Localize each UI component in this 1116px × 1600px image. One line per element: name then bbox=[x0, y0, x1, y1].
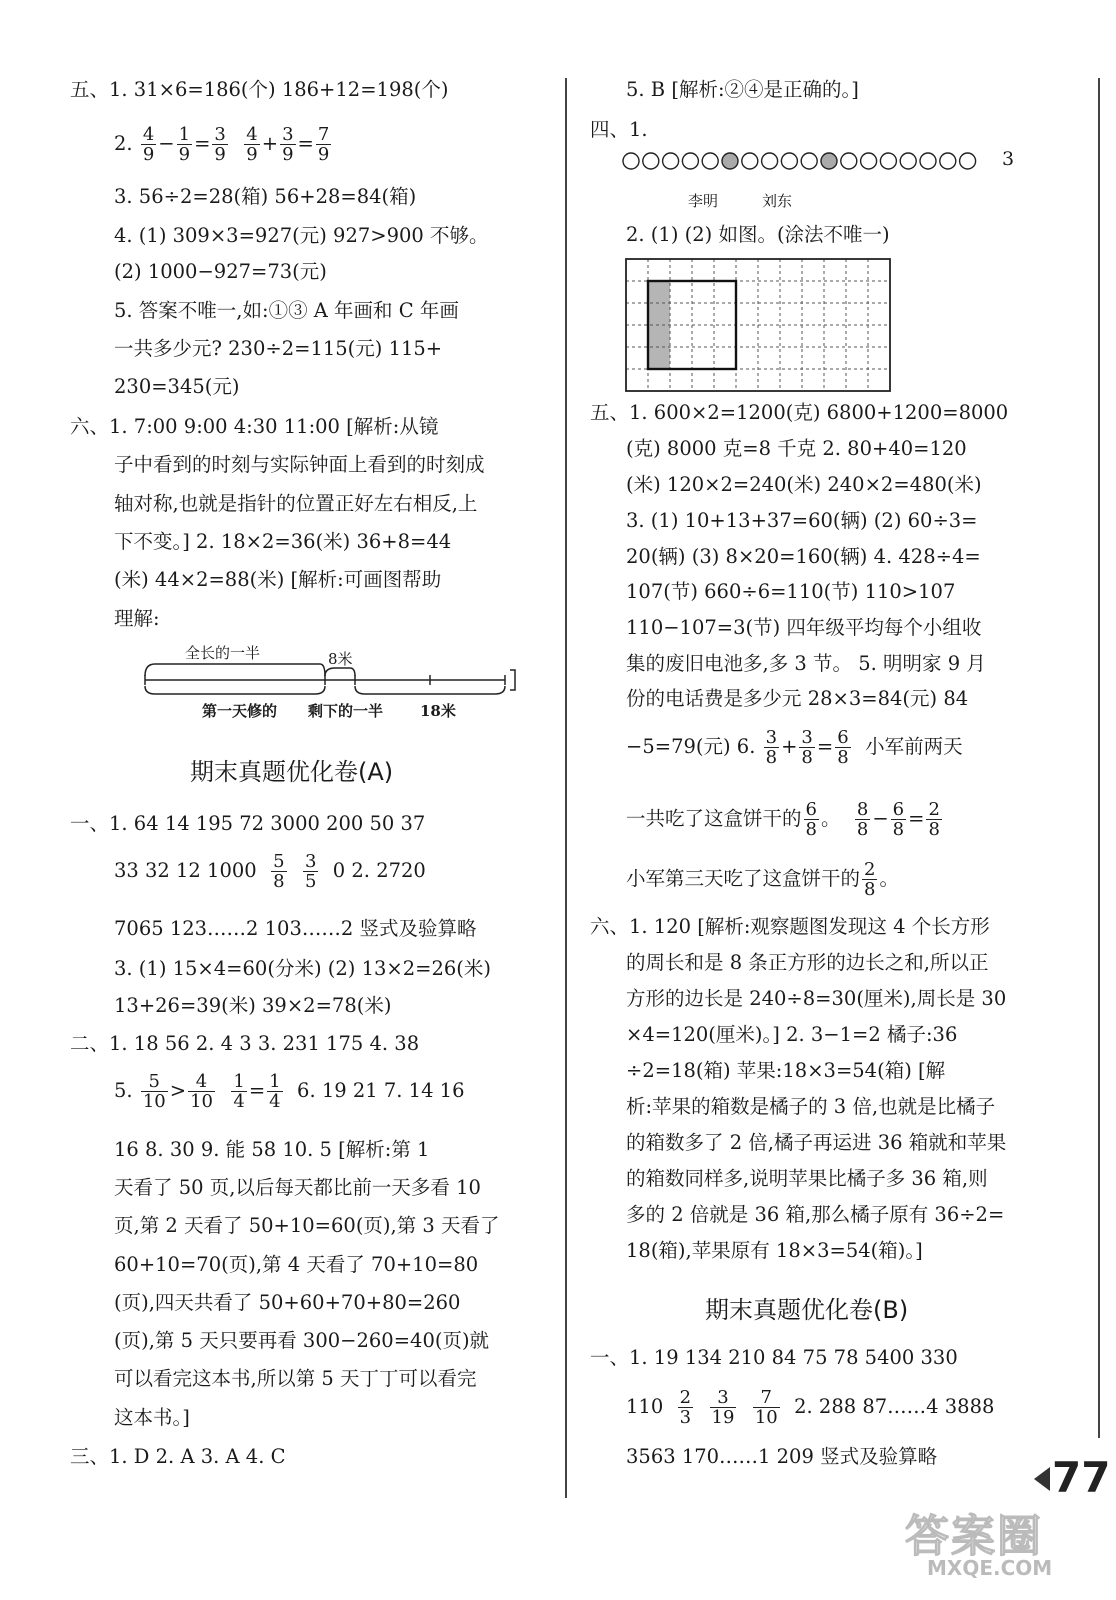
a2-line-10: 这本书。] bbox=[114, 1406, 190, 1429]
bead bbox=[861, 153, 877, 169]
diagram-first-day-label: 第一天修的 bbox=[202, 702, 278, 720]
right-border-line bbox=[1098, 78, 1100, 1438]
bead bbox=[643, 153, 659, 169]
bead bbox=[781, 153, 797, 169]
a1-line-3: 7065 123……2 103……2 竖式及验算略 bbox=[114, 917, 477, 940]
bead-count: 3 bbox=[1002, 148, 1015, 170]
bead bbox=[623, 153, 639, 169]
a3-line-1: 三、1. D 2. A 3. A 4. C bbox=[70, 1445, 286, 1468]
r6-line-9: 多的 2 倍就是 36 箱,那么橘子原有 36÷2= bbox=[626, 1203, 1005, 1226]
s6-line-4: 下不变。] 2. 18×2=36(米) 36+8=44 bbox=[114, 530, 452, 553]
a2-line-3: 16 8. 30 9. 能 58 10. 5 [解析:第 1 bbox=[114, 1138, 430, 1161]
r5-line-4: 3. (1) 10+13+37=60(辆) (2) 60÷3= bbox=[626, 509, 978, 532]
r6-line-6: 析:苹果的箱数是橘子的 3 倍,也就是比橘子 bbox=[626, 1095, 996, 1118]
bead bbox=[940, 153, 956, 169]
s6-line-3: 轴对称,也就是指针的位置正好左右相反,上 bbox=[114, 492, 478, 515]
r6-line-4: ×4=120(厘米)。] 2. 3−1=2 橘子:36 bbox=[626, 1023, 958, 1046]
a2-line-1: 二、1. 18 56 2. 4 3 3. 231 175 4. 38 bbox=[70, 1032, 420, 1055]
r5-line-3: (米) 120×2=240(米) 240×2=480(米) bbox=[626, 473, 982, 496]
r5-line-2: (克) 8000 克=8 千克 2. 80+40=120 bbox=[626, 437, 967, 460]
bead-name-liudong: 刘东 bbox=[762, 192, 793, 210]
s4-heading: 四、1. bbox=[590, 118, 648, 141]
r6-line-1: 六、1. 120 [解析:观察题图发现这 4 个长方形 bbox=[590, 915, 990, 938]
s6-line-6: 理解: bbox=[114, 607, 160, 630]
watermark-text: 答案圈 bbox=[905, 1511, 1043, 1562]
bead bbox=[900, 153, 916, 169]
bead bbox=[960, 153, 976, 169]
exam-title-a: 期末真题优化卷(A) bbox=[190, 758, 394, 786]
bead-name-liming: 李明 bbox=[688, 192, 719, 210]
column-divider bbox=[565, 78, 567, 1498]
r5-line-5: 20(辆) (3) 8×20=160(辆) 4. 428÷4= bbox=[626, 545, 981, 568]
exam-title-b: 期末真题优化卷(B) bbox=[705, 1296, 909, 1324]
r5-line-1: 五、1. 600×2=1200(克) 6800+1200=8000 bbox=[590, 401, 1009, 424]
r5-line-11: 一共吃了这盒饼干的 $\frac{6}{8}$ 。 $\frac{8}{8}$ − $\frac{6}{8}$ = $\frac{2}{8}$ bbox=[626, 799, 940, 840]
r6-line-8: 的箱数同样多,说明苹果比橘子多 36 箱,则 bbox=[626, 1167, 988, 1190]
a1-line-2: 33 32 12 1000 $\frac{5}{8}$ $\frac{3}{5}$ 0 2. 2720 bbox=[114, 851, 426, 892]
diagram-remaining-half-label: 剩下的一半 bbox=[308, 702, 384, 720]
b5-line: 5. B [解析:②④是正确的。] bbox=[626, 78, 859, 101]
bead-shaded bbox=[821, 153, 837, 169]
r6-line-5: ÷2=18(箱) 苹果:18×3=54(箱) [解 bbox=[626, 1059, 946, 1082]
a1-line-5: 13+26=39(米) 39×2=78(米) bbox=[114, 994, 392, 1017]
r5-line-6: 107(节) 660÷6=110(节) 110>107 bbox=[626, 580, 956, 603]
s6-line-2: 子中看到的时刻与实际钟面上看到的时刻成 bbox=[114, 453, 485, 476]
bead bbox=[841, 153, 857, 169]
s5-line-1: 五、1. 31×6=186(个) 186+12=198(个) bbox=[70, 78, 449, 101]
r6-line-3: 方形的边长是 240÷8=30(厘米),周长是 30 bbox=[626, 987, 1007, 1010]
a2-line-7: (页),四天共看了 50+60+70+80=260 bbox=[114, 1291, 461, 1314]
bead bbox=[801, 153, 817, 169]
r6-line-2: 的周长和是 8 条正方形的边长之和,所以正 bbox=[626, 951, 989, 974]
s6-line-1: 六、1. 7:00 9:00 4:30 11:00 [解析:从镜 bbox=[70, 415, 439, 438]
s6-line-5: (米) 44×2=88(米) [解析:可画图帮助 bbox=[114, 568, 442, 591]
b1-line-1: 一、1. 19 134 210 84 75 78 5400 330 bbox=[590, 1346, 958, 1369]
bead bbox=[920, 153, 936, 169]
diagram-18m-label: 18米 bbox=[420, 702, 456, 720]
bead bbox=[742, 153, 758, 169]
a2-line-4: 天看了 50 页,以后每天都比前一天多看 10 bbox=[114, 1176, 481, 1199]
a1-line-4: 3. (1) 15×4=60(分米) (2) 13×2=26(米) bbox=[114, 957, 491, 980]
s5-line-4: 4. (1) 309×3=927(元) 927>900 不够。 bbox=[114, 224, 489, 247]
s5-line-2: 2. $\frac{4}{9}$ − $\frac{1}{9}$ = $\frac{3}{9}$ $\frac{4}{9}$ + $\frac{3}{9}$ = $\frac{7}{9}$ bbox=[114, 124, 330, 165]
r6-line-7: 的箱数多了 2 倍,橘子再运进 36 箱就和苹果 bbox=[626, 1131, 1007, 1154]
r5-line-10: −5=79(元) 6. $\frac{3}{8}$ + $\frac{3}{8}$ = $\frac{6}{8}$ 小军前两天 bbox=[626, 727, 963, 768]
s5-line-6: 5. 答案不唯一,如:①③ A 年画和 C 年画 bbox=[114, 299, 459, 322]
grid-figure bbox=[625, 258, 893, 394]
diagram-half-label: 全长的一半 bbox=[185, 644, 261, 662]
r5-line-9: 份的电话费是多少元 28×3=84(元) 84 bbox=[626, 687, 969, 710]
a2-line-9: 可以看完这本书,所以第 5 天丁丁可以看完 bbox=[114, 1367, 477, 1390]
bead-shaded bbox=[722, 153, 738, 169]
a2-line-6: 60+10=70(页),第 4 天看了 70+10=80 bbox=[114, 1253, 479, 1276]
bead-row bbox=[622, 150, 1042, 172]
r5-line-8: 集的废旧电池多,多 3 节。 5. 明明家 9 月 bbox=[626, 652, 986, 675]
a2-line-5: 页,第 2 天看了 50+10=60(页),第 3 天看了 bbox=[114, 1214, 500, 1237]
r5-line-7: 110−107=3(节) 四年级平均每个小组收 bbox=[626, 616, 982, 639]
watermark bbox=[905, 1500, 1065, 1590]
b1-line-2: 110 $\frac{2}{3}$ $\frac{3}{19}$ $\frac{7}{10}$ 2. 288 87……4 3888 bbox=[626, 1387, 995, 1428]
bead bbox=[762, 153, 778, 169]
s5-line-7: 一共多少元? 230÷2=115(元) 115+ bbox=[114, 337, 443, 360]
r5-line-12: 小军第三天吃了这盒饼干的 $\frac{2}{8}$ 。 bbox=[626, 859, 899, 900]
page-number-badge bbox=[1030, 1453, 1116, 1505]
watermark-url: MXQE.COM bbox=[927, 1556, 1053, 1580]
bead bbox=[702, 153, 718, 169]
s5-line-8: 230=345(元) bbox=[114, 375, 240, 398]
s5-line-3: 3. 56÷2=28(箱) 56+28=84(箱) bbox=[114, 185, 417, 208]
page-arrow-icon bbox=[1034, 1467, 1050, 1491]
s4-line-2: 2. (1) (2) 如图。(涂法不唯一) bbox=[626, 223, 890, 246]
bead bbox=[682, 153, 698, 169]
segment-diagram bbox=[140, 640, 530, 730]
a1-line-1: 一、1. 64 14 195 72 3000 200 50 37 bbox=[70, 812, 426, 835]
s5-line-5: (2) 1000−927=73(元) bbox=[114, 260, 327, 283]
a2-line-8: (页),第 5 天只要再看 300−260=40(页)就 bbox=[114, 1329, 490, 1352]
bead bbox=[663, 153, 679, 169]
page-number: 77 bbox=[1052, 1453, 1111, 1502]
b1-line-3: 3563 170……1 209 竖式及验算略 bbox=[626, 1445, 938, 1468]
a2-line-2: 5. $\frac{5}{10}$ > $\frac{4}{10}$ $\frac{1}{4}$ = $\frac{1}{4}$ 6. 19 21 7. 14 16 bbox=[114, 1071, 465, 1112]
r6-line-10: 18(箱),苹果原有 18×3=54(箱)。] bbox=[626, 1239, 923, 1262]
bead-circles bbox=[622, 150, 992, 172]
bead bbox=[880, 153, 896, 169]
diagram-8m-label: 8米 bbox=[328, 650, 353, 668]
